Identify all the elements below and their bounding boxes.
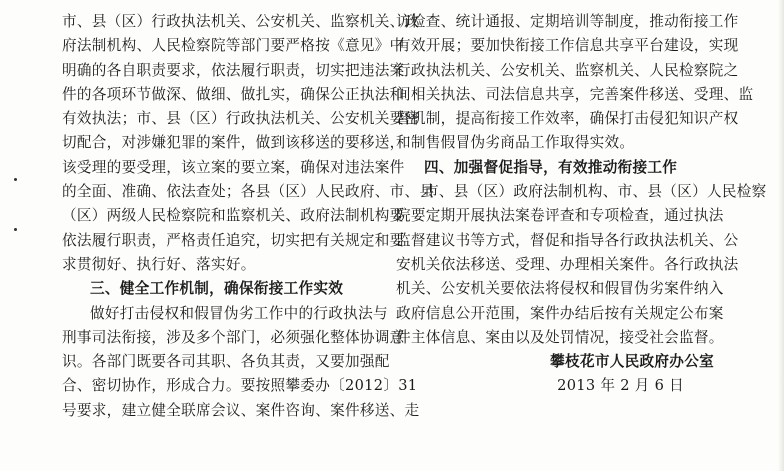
- text-line: 做好打击侵权和假冒伪劣工作中的行政执法与: [90, 304, 388, 322]
- text-line: 切配合，对涉嫌犯罪的案件，做到该移送的要移送，: [62, 134, 405, 152]
- text-line: （区）两级人民检察院和监察机关、政府法制机构要: [62, 207, 405, 225]
- right-column: [396, 10, 767, 399]
- scan-speck: [14, 178, 17, 181]
- text-line: 间相关执法、司法信息共享，完善案件移送、受理、监: [396, 85, 754, 103]
- text-line: 件的各项环节做深、做细、做扎实，确保公正执法和: [62, 85, 405, 103]
- text-line: 件主体信息、案由以及处罚情况，接受社会监督。: [396, 328, 724, 346]
- text-line: 行政执法机关、公安机关、监察机关、人民检察院之: [396, 61, 739, 79]
- text-line: 明确的各自职责要求，依法履行职责，切实把违法案: [62, 61, 405, 79]
- text-line: 识。各部门既要各司其职、各负其责，又要加强配: [62, 353, 390, 371]
- text-line: 监督建议书等方式，督促和指导各行政执法机关、公: [396, 231, 739, 249]
- scan-edge-shadow: [778, 0, 784, 471]
- signature-date: 2013 年 2 月 6 日: [557, 377, 684, 395]
- text-line: 求贯彻好、执行好、落实好。: [62, 255, 256, 273]
- text-line: 该受理的要受理，该立案的要立案，确保对违法案件: [62, 158, 405, 176]
- text-line: 合、密切协作，形成合力。要按照攀委办〔2012〕31: [62, 377, 418, 395]
- text-line: 院要定期开展执法案卷评查和专项检查，通过执法: [396, 207, 724, 225]
- text-line: 依法履行职责，严格责任追究，切实把有关规定和要: [62, 231, 405, 249]
- text-line: 市、县（区）行政执法机关、公安机关、监察机关、政: [62, 13, 420, 30]
- scan-speck: [14, 228, 17, 231]
- text-line: 安机关依法移送、受理、办理相关案件。各行政执法: [396, 255, 739, 273]
- text-line: 号要求，建立健全联席会议、案件咨询、案件移送、走: [62, 401, 420, 419]
- left-column: [62, 10, 435, 423]
- text-line: 有效开展；要加快衔接工作信息共享平台建设，实现: [396, 37, 739, 55]
- signature-issuer: 攀枝花市人民政府办公室: [550, 353, 714, 371]
- text-line: 政府信息公开范围，案件办结后按有关规定公布案: [396, 304, 724, 322]
- text-line: 市、县（区）政府法制机构、市、县（区）人民检察: [424, 183, 767, 201]
- text-line: 和制售假冒伪劣商品工作取得实效。: [396, 134, 635, 152]
- text-line: 有效执法；市、县（区）行政执法机关、公安机关要密: [62, 110, 420, 128]
- text-line: 刑事司法衔接，涉及多个部门，必须强化整体协调意: [62, 328, 405, 346]
- text-line: 机关、公安机关要依法将侵权和假冒伪劣案件纳入: [396, 280, 724, 298]
- section-heading: 四、加强督促指导，有效推动衔接工作: [424, 158, 678, 176]
- text-line: 的全面、准确、依法查处；各县（区）人民政府、市、县: [62, 183, 435, 201]
- text-line: 府法制机构、人民检察院等部门要严格按《意见》中: [62, 37, 405, 55]
- text-line: 访检查、统计通报、定期培训等制度，推动衔接工作: [396, 13, 739, 30]
- text-line: 督机制，提高衔接工作效率，确保打击侵犯知识产权: [396, 110, 739, 128]
- section-heading: 三、健全工作机制，确保衔接工作实效: [90, 280, 344, 298]
